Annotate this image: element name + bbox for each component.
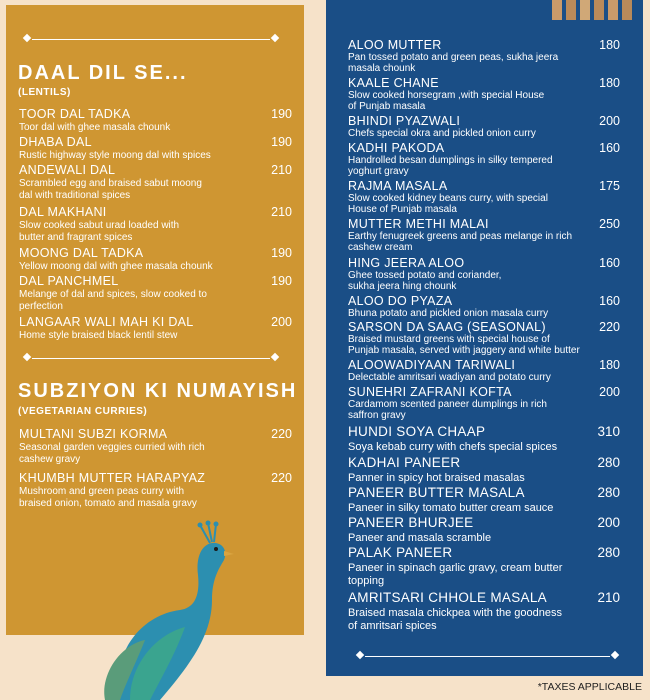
item-name: SUNEHRI ZAFRANI KOFTA (348, 385, 512, 399)
item-price: 280 (597, 485, 620, 500)
item-desc: Melange of dal and spices, slow cooked to (19, 289, 207, 300)
item-desc: Slow cooked sabut urad loaded with (19, 220, 180, 231)
item-desc: cashew gravy (19, 454, 81, 465)
item-desc: dal with traditional spices (19, 190, 131, 201)
item-name: ALOO DO PYAZA (348, 294, 453, 308)
item-desc: butter and fragrant spices (19, 232, 133, 243)
item-name: PANEER BHURJEE (348, 515, 474, 530)
item-name: KAALE CHANE (348, 76, 439, 90)
item-desc: Mushroom and green peas curry with (19, 486, 185, 497)
item-price: 180 (599, 76, 620, 90)
item-name: AMRITSARI CHHOLE MASALA (348, 590, 547, 605)
item-desc: Chefs special okra and pickled onion curry (348, 128, 536, 139)
item-desc: saffron gravy (348, 410, 406, 421)
item-name: KHUMBH MUTTER HARAPYAZ (19, 471, 206, 485)
section-title-curries: SUBZIYON KI NUMAYISH (18, 380, 298, 402)
item-price: 210 (271, 163, 292, 177)
item-name: RAJMA MASALA (348, 179, 448, 193)
item-name: TOOR DAL TADKA (19, 107, 131, 121)
item-price: 190 (271, 274, 292, 288)
item-desc: braised onion, tomato and masala gravy (19, 498, 197, 509)
item-name: PANEER BUTTER MASALA (348, 485, 525, 500)
item-desc: Paneer in spinach garlic gravy, cream butter (348, 562, 563, 574)
item-name: DAL PANCHMEL (19, 274, 119, 288)
item-price: 220 (599, 320, 620, 334)
item-name: KADHAI PANEER (348, 455, 461, 470)
item-name: SARSON DA SAAG (SEASONAL) (348, 320, 546, 334)
item-price: 220 (271, 471, 292, 485)
item-name: DAL MAKHANI (19, 205, 107, 219)
section-subtitle-curries: (VEGETARIAN CURRIES) (18, 406, 148, 417)
item-price: 280 (597, 455, 620, 470)
item-price: 250 (599, 217, 620, 231)
item-name: DHABA DAL (19, 135, 92, 149)
item-desc: Slow cooked horsegram ,with special House (348, 90, 545, 101)
item-price: 160 (599, 256, 620, 270)
item-desc: Yellow moong dal with ghee masala chounk (19, 261, 213, 272)
item-desc: Panner in spicy hot braised masalas (348, 472, 525, 484)
item-name: KADHI PAKODA (348, 141, 445, 155)
item-price: 175 (599, 179, 620, 193)
item-name: MOONG DAL TADKA (19, 246, 144, 260)
item-price: 310 (597, 424, 620, 439)
item-desc: Toor dal with ghee masala chounk (19, 122, 171, 133)
item-desc: Ghee tossed potato and coriander, (348, 270, 502, 281)
item-desc: cashew cream (348, 242, 413, 253)
item-price: 160 (599, 141, 620, 155)
item-price: 180 (599, 38, 620, 52)
item-desc: Cardamom scented paneer dumplings in rich (348, 399, 547, 410)
item-name: HING JEERA ALOO (348, 256, 465, 270)
item-desc: Paneer in silky tomato butter cream sauce (348, 502, 554, 514)
item-desc: Delectable amritsari wadiyan and potato curry (348, 372, 551, 383)
item-price: 190 (271, 107, 292, 121)
item-desc: perfection (19, 301, 63, 312)
item-price: 220 (271, 427, 292, 441)
item-name: ANDEWALI DAL (19, 163, 116, 177)
item-desc: Handrolled besan dumplings in silky tempered (348, 155, 553, 166)
item-desc: Punjab masala, served with jaggery and white butter (348, 345, 580, 356)
ornament-divider (22, 34, 280, 46)
item-name: PALAK PANEER (348, 545, 453, 560)
item-price: 160 (599, 294, 620, 308)
item-name: MULTANI SUBZI KORMA (19, 427, 168, 441)
ornament-divider (22, 353, 280, 365)
section-title-lentils: DAAL DIL SE... (18, 62, 188, 84)
item-name: LANGAAR WALI MAH KI DAL (19, 315, 194, 329)
item-name: ALOOWADIYAAN TARIWALI (348, 358, 516, 372)
item-desc: topping (348, 575, 385, 587)
item-desc: Braised masala chickpea with the goodness (348, 607, 563, 619)
item-desc: Earthy fenugreek greens and peas melange in rich (348, 231, 573, 242)
item-desc: Soya kebab curry with chefs special spices (348, 441, 558, 453)
item-name: BHINDI PYAZWALI (348, 114, 461, 128)
item-desc: Rustic highway style moong dal with spices (19, 150, 211, 161)
item-desc: Home style braised black lentil stew (19, 330, 178, 341)
item-desc: Pan tossed potato and green peas, sukha jeera (348, 52, 559, 63)
item-price: 280 (597, 545, 620, 560)
item-desc: masala chounk (348, 63, 416, 74)
item-desc: sukha jeera hing chounk (348, 281, 457, 292)
item-price: 190 (271, 246, 292, 260)
ornament-divider (355, 651, 620, 663)
item-name: ALOO MUTTER (348, 38, 442, 52)
item-desc: yoghurt gravy (348, 166, 409, 177)
item-desc: House of Punjab masala (348, 204, 457, 215)
item-price: 200 (599, 385, 620, 399)
item-name: MUTTER METHI MALAI (348, 217, 489, 231)
item-desc: Bhuna potato and pickled onion masala curry (348, 308, 549, 319)
item-price: 190 (271, 135, 292, 149)
item-price: 210 (597, 590, 620, 605)
item-price: 210 (271, 205, 292, 219)
item-price: 200 (599, 114, 620, 128)
item-desc: Slow cooked kidney beans curry, with special (348, 193, 548, 204)
item-name: HUNDI SOYA CHAAP (348, 424, 486, 439)
section-subtitle-lentils: (LENTILS) (18, 87, 71, 98)
decorative-figures-icon (550, 0, 642, 22)
item-desc: of Punjab masala (348, 101, 426, 112)
peacock-illustration-icon (100, 515, 250, 700)
item-desc: Paneer and masala scramble (348, 532, 492, 544)
taxes-note: *TAXES APPLICABLE (537, 681, 642, 693)
item-desc: of amritsari spices (348, 620, 437, 632)
item-desc: Scrambled egg and braised sabut moong (19, 178, 202, 189)
item-price: 200 (597, 515, 620, 530)
item-price: 200 (271, 315, 292, 329)
item-price: 180 (599, 358, 620, 372)
item-desc: Seasonal garden veggies curried with rich (19, 442, 205, 453)
item-desc: Braised mustard greens with special house of (348, 334, 550, 345)
